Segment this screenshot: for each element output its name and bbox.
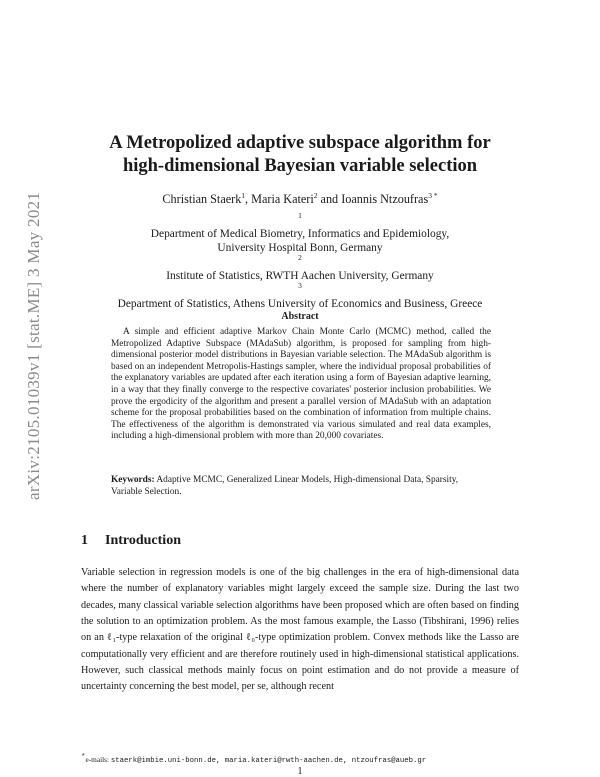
abstract-heading: Abstract	[281, 311, 319, 322]
affiliation-text: Department of Statistics, Athens University of Economics and Business, Greece	[117, 298, 483, 310]
footnote-mark: *	[81, 753, 86, 762]
section-heading	[81, 533, 181, 549]
abstract-body	[111, 327, 491, 443]
affiliation-mark: 3	[298, 281, 302, 291]
section-title: Introduction	[105, 533, 181, 548]
footnote-emails: staerk@imbie.uni-bonn.de, maria.kateri@rwth-aachen.de, ntzoufras@aueb.gr	[110, 757, 427, 765]
affiliation-line	[40, 283, 560, 311]
footnote-label: e-mails:	[85, 755, 111, 764]
author-name: Christian Staerk	[162, 192, 242, 206]
section-number: 1	[81, 533, 88, 548]
author-name: Maria Kateri	[251, 192, 314, 206]
keywords	[111, 475, 491, 498]
affiliation-mark: 2	[298, 253, 302, 263]
affiliation-list	[40, 213, 560, 311]
affiliation-text: Institute of Statistics, RWTH Aachen University, Germany	[166, 270, 434, 282]
abstract-text: A simple and efficient adaptive Markov Chain Monte Carlo (MCMC) method, called the Metropolized Adaptive Subspace (MAdaSub) algorithm, is proposed for sampling from high-dimensional posterior model distributions in Bayesian variable selection. The MAdaSub algorithm is based on an independent Metropolis-Hastings sampler, where the individual proposal probabilities of the explanatory variables are updated after each iteration using a form of Bayesian adaptive learning, in a way that they finally converge to the respective covariates' posterior inclusion probabilities. We prove the ergodicity of the algorithm and present a parallel version of MAdaSub with an adaptation scheme for the proposal probabilities based on the combination of information from multiple chains. The effectiveness of the algorithm is demonstrated via various simulated and real data examples, including a high-dimensional problem with more than 20,000 covariates.	[111, 327, 491, 442]
body-paragraph	[81, 565, 519, 696]
author-affil-mark: 3 *	[428, 190, 438, 200]
paragraph-text: Variable selection in regression models is one of the big challenges in the era of high-dimensional data where the number of explanatory variables might largely exceed the sample size. During the last two decades, many classical variable selection algorithms have been proposed which are often based on finding the solution to an optimization problem. As the most famous example, the Lasso (Tibshirani, 1996) relies on an ℓ₁-type relaxation of the original ℓ₀-type optimization problem. Convex methods like the Lasso are computationally very efficient and are therefore routinely used in high-dimensional statistical applications. However, such classical methods mainly focus on point estimation and do not provide a measure of uncertainty concerning the best model, per se, although recent	[81, 567, 519, 693]
author-separator: ,	[245, 192, 252, 206]
title-line-1: A Metropolized adaptive subspace algorithm for	[109, 133, 491, 153]
keywords-label: Keywords:	[111, 475, 155, 485]
page-number: 1	[297, 766, 303, 777]
affiliation-mark: 1	[298, 211, 302, 221]
title-line-2: high-dimensional Bayesian variable selection	[122, 156, 478, 176]
affiliation-text: University Hospital Bonn, Germany	[217, 242, 383, 254]
author-separator: and	[317, 192, 342, 206]
keywords-text: Adaptive MCMC, Generalized Linear Models, High-dimensional Data, Sparsity, Variable Selection.	[111, 475, 459, 497]
footnote	[81, 755, 521, 765]
author-list	[60, 192, 540, 207]
author-affil-mark: 2	[313, 190, 318, 200]
author-name: Ioannis Ntzoufras	[341, 192, 429, 206]
affiliation-line	[40, 213, 560, 241]
author-affil-mark: 1	[241, 190, 246, 200]
affiliation-line	[40, 255, 560, 283]
arxiv-identifier: arXiv:2105.01039v1 [stat.ME] 3 May 2021	[24, 191, 43, 500]
paper-title	[60, 132, 540, 178]
affiliation-text: Department of Medical Biometry, Informatics and Epidemiology,	[150, 228, 450, 240]
